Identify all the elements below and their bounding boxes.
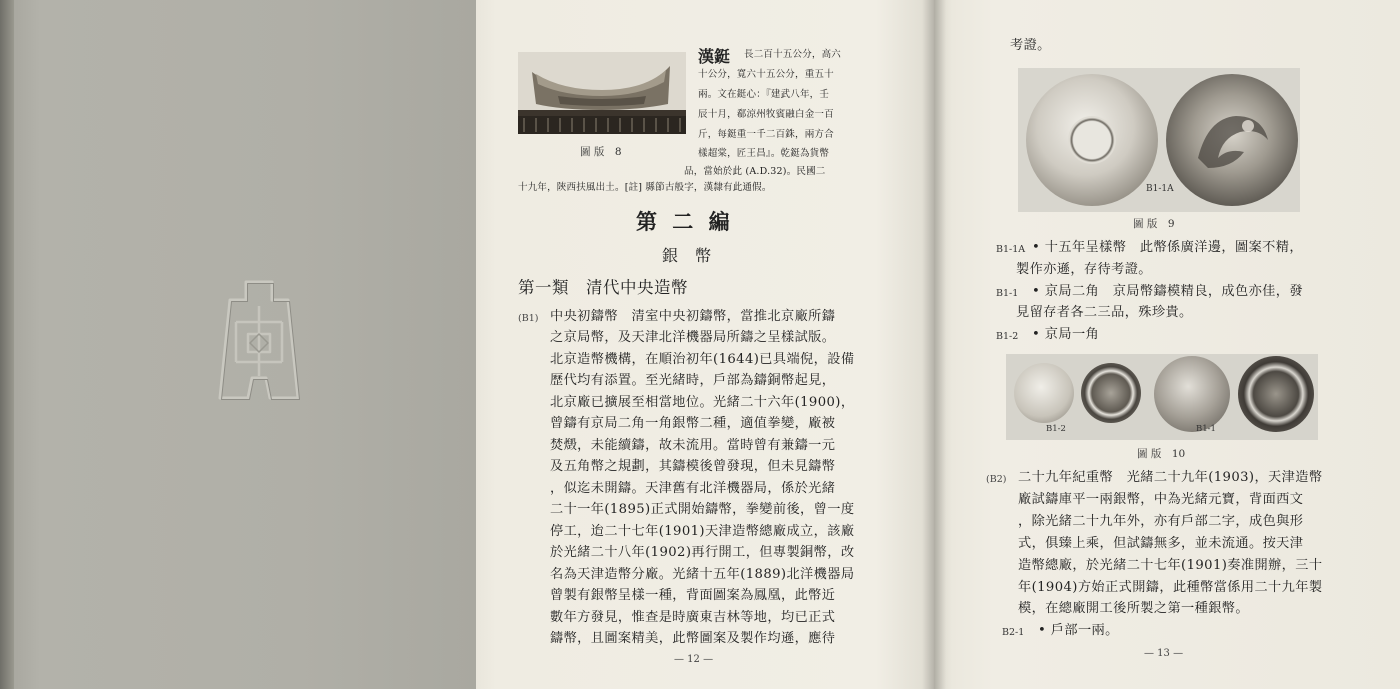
ingot-text-line-7: 品，當始於此 (A.D.32)。民國二: [684, 166, 826, 177]
b1-line-13: 名為天津造幣分廠。光緒十五年(1889)北洋機器局: [550, 567, 855, 582]
ingot-text-line-1: 長二百十五公分，高六: [744, 49, 842, 60]
dragon-design: [1188, 98, 1278, 182]
coin-b1-1-reverse: [1238, 356, 1314, 432]
b1-1a-line-2: 製作亦遜，存待考證。: [1016, 262, 1152, 277]
b2-line-1: 二十九年紀重幣 光緒二十九年(1903)，天津造幣: [1018, 470, 1323, 485]
embossed-spade-coin-logo: [212, 278, 306, 402]
figure-9-coin-label: B1-1A: [1146, 184, 1174, 194]
b1-line-5: 北京廠已擴展至相當地位。光緒二十六年(1900)，: [550, 395, 855, 410]
b1-line-11: 停工，迨二十七年(1901)天津造幣總廠成立，該廠: [550, 524, 855, 539]
b1-1a-line-1: • 十五年呈樣幣 此幣係廣洋邊，圖案不精，: [1032, 240, 1303, 255]
b1-2-line: • 京局一角: [1032, 327, 1100, 342]
b1-line-6: 曾鑄有京局二角一角銀幣二種，適值拳變，廠被: [550, 416, 836, 431]
ingot-text-line-4: 辰十月，郗涼州牧賓融白金一百: [698, 109, 834, 120]
b1-line-12: 於光緒二十八年(1902)再行開工，但專製銅幣，改: [550, 545, 855, 560]
ingot-text-line-5: 斤，每鋌重一千二百銖，兩方合: [698, 129, 834, 140]
b1-line-10: 二十一年(1895)正式開始鑄幣，拳變前後，曾一度: [550, 502, 855, 517]
figure-10-coin-photo: [1006, 354, 1318, 440]
coin-center-ring: [1068, 116, 1116, 164]
b1-line-7: 焚燬，未能續鑄，故未流用。當時曾有兼鑄一元: [550, 438, 836, 453]
b1-line-15: 數年方發見，惟查是時廣東吉林等地，均已正式: [550, 610, 836, 625]
ingot-text-line-2: 十公分，寬六十五公分，重五十: [698, 69, 834, 80]
b1-line-14: 曾製有銀幣呈樣一種，背面圖案為鳳凰，此幣近: [550, 588, 836, 603]
b2-line-6: 年(1904)方始正式開鑄，此種幣當係用二十九年製: [1018, 580, 1323, 595]
b1-marker: (B1): [518, 313, 539, 324]
chapter-title: 第 二 編: [636, 209, 734, 234]
coin-b1-2-obverse: [1014, 363, 1074, 423]
b2-line-5: 造幣總廠，於光緒二十七年(1901)奏准開辦，三十: [1018, 558, 1323, 573]
coin-b1-2-reverse: [1081, 363, 1141, 423]
b1-line-3: 北京造幣機構，在順治初年(1644)已具端倪，設備: [550, 352, 855, 367]
b2-line-4: 式，俱臻上乘，但試鑄無多，並未流通。按天津: [1018, 536, 1304, 551]
page-number-13: — 13 —: [1144, 648, 1184, 659]
ingot-text-line-8: 十九年，陝西扶風出土。[註] 縣節古般字，漢隸有此通假。: [518, 182, 772, 193]
ingot-text-line-6: 樣超棠，匠王昌』。乾鋌為貨幣: [698, 148, 830, 159]
page-number-12: — 12 —: [674, 654, 714, 665]
b2-line-2: 廠試鑄庫平一兩銀幣，中為光緒元寶，背面西文: [1018, 492, 1304, 507]
b1-line-2: 之京局幣，及天津北洋機器局所鑄之呈樣試版。: [550, 330, 836, 345]
cover-spine: [0, 0, 14, 689]
b1-line-1: 中央初鑄幣 清室中央初鑄幣，當推北京廠所鑄: [550, 309, 836, 324]
ingot-text-line-3: 兩。文在鋌心：『建武八年，壬: [698, 89, 830, 100]
ingot-title: 漢鋌: [698, 47, 731, 66]
b2-line-3: ，除光緒二十九年外，亦有戶部二字，成色與形: [1018, 514, 1304, 529]
figure-8-caption: 圖 版 8: [580, 146, 622, 158]
book-cover: [0, 0, 476, 689]
b1-1-line-1: • 京局二角 京局幣鑄模精良，成色亦佳，發: [1032, 284, 1303, 299]
b1-line-4: 歷代均有添置。至光緒時，戶部為鑄銅幣起見，: [550, 373, 836, 388]
figure-10-label-b1-2: B1-2: [1046, 424, 1066, 434]
b1-line-9: ，似迄未開鑄。天津舊有北洋機器局，係於光緒: [550, 481, 836, 496]
b1-line-16: 鑄幣，且圖案精美，此幣圖案及製作均遜，應待: [550, 631, 836, 646]
chapter-subtitle: 銀 幣: [662, 246, 718, 265]
figure-10-label-b1-1: B1-1: [1196, 424, 1216, 434]
b2-1-marker: B2-1: [1002, 627, 1025, 638]
b1-line-8: 及五角幣之規劃，其鑄模後曾發現，但未見鑄幣: [550, 459, 836, 474]
b2-line-7: 模，在總廠開工後所製之第一種銀幣。: [1018, 601, 1249, 616]
page13-top-line: 考證。: [1010, 38, 1051, 53]
figure-8-ingot-photo: [518, 52, 686, 134]
b1-1-marker: B1-1: [996, 288, 1019, 299]
figure-9-coin-photo: [1018, 68, 1300, 212]
b2-1-line: • 戶部一兩。: [1038, 623, 1119, 638]
page-13: [934, 0, 1400, 689]
section-title: 第一類 清代中央造幣: [518, 278, 688, 297]
b1-2-marker: B1-2: [996, 331, 1019, 342]
b1-1-line-2: 見留存者各二三品，殊珍貴。: [1016, 305, 1193, 320]
page-12: [476, 0, 934, 689]
book-gutter-shadow: [922, 0, 946, 689]
figure-9-caption: 圖 版 9: [1133, 218, 1175, 230]
b1-1a-marker: B1-1A: [996, 244, 1026, 255]
coin-b1-1-obverse: [1154, 356, 1230, 432]
figure-10-caption: 圖 版 10: [1137, 448, 1186, 460]
b2-marker: (B2): [986, 474, 1007, 485]
